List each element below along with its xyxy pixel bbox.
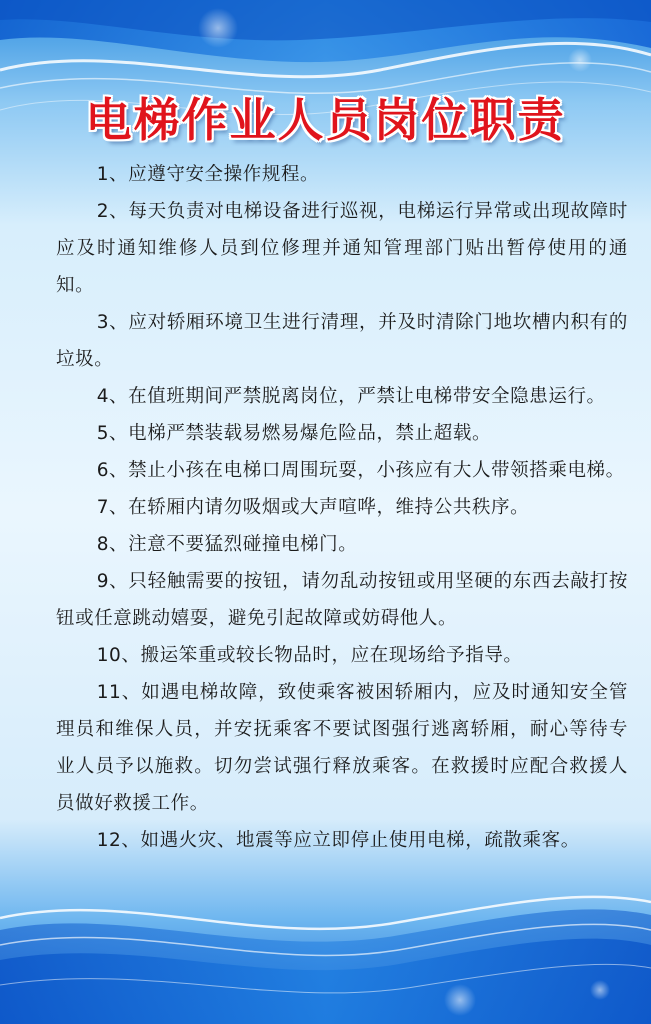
duty-item-2: 2、每天负责对电梯设备进行巡视，电梯运行异常或出现故障时应及时通知维修人员到位修理并通知管理部门贴出暂停使用的通知。 bbox=[56, 201, 628, 296]
duty-item-10: 10、搬运笨重或较长物品时，应在现场给予指导。 bbox=[96, 645, 523, 666]
poster-title: 电梯作业人员岗位职责 bbox=[85, 93, 566, 147]
duty-item-12: 12、如遇火灾、地震等应立即停止使用电梯，疏散乘客。 bbox=[96, 830, 580, 851]
duty-item-4: 4、在值班期间严禁脱离岗位，严禁让电梯带安全隐患运行。 bbox=[96, 386, 606, 407]
duty-item-9: 9、只轻触需要的按钮，请勿乱动按钮或用坚硬的东西去敲打按钮或任意跳动嬉耍，避免引起故障或妨碍他人。 bbox=[56, 571, 628, 629]
duty-item-3: 3、应对轿厢环境卫生进行清理，并及时清除门地坎槽内积有的垃圾。 bbox=[56, 312, 628, 370]
duty-item-8: 8、注意不要猛烈碰撞电梯门。 bbox=[96, 534, 358, 555]
duty-list bbox=[56, 156, 628, 859]
duty-item-11: 11、如遇电梯故障，致使乘客被困轿厢内，应及时通知安全管理员和维保人员，并安抚乘客不要试图强行逃离轿厢，耐心等待专业人员予以施救。切勿尝试强行释放乘客。在救援时应配合救援人员做好救援工作。 bbox=[56, 682, 628, 814]
duty-item-1: 1、应遵守安全操作规程。 bbox=[96, 164, 320, 185]
duty-item-5: 5、电梯严禁装载易燃易爆危险品，禁止超载。 bbox=[96, 423, 492, 444]
duty-item-7: 7、在轿厢内请勿吸烟或大声喧哗，维持公共秩序。 bbox=[96, 497, 530, 518]
duty-item-6: 6、禁止小孩在电梯口周围玩耍，小孩应有大人带领搭乘电梯。 bbox=[96, 460, 625, 481]
